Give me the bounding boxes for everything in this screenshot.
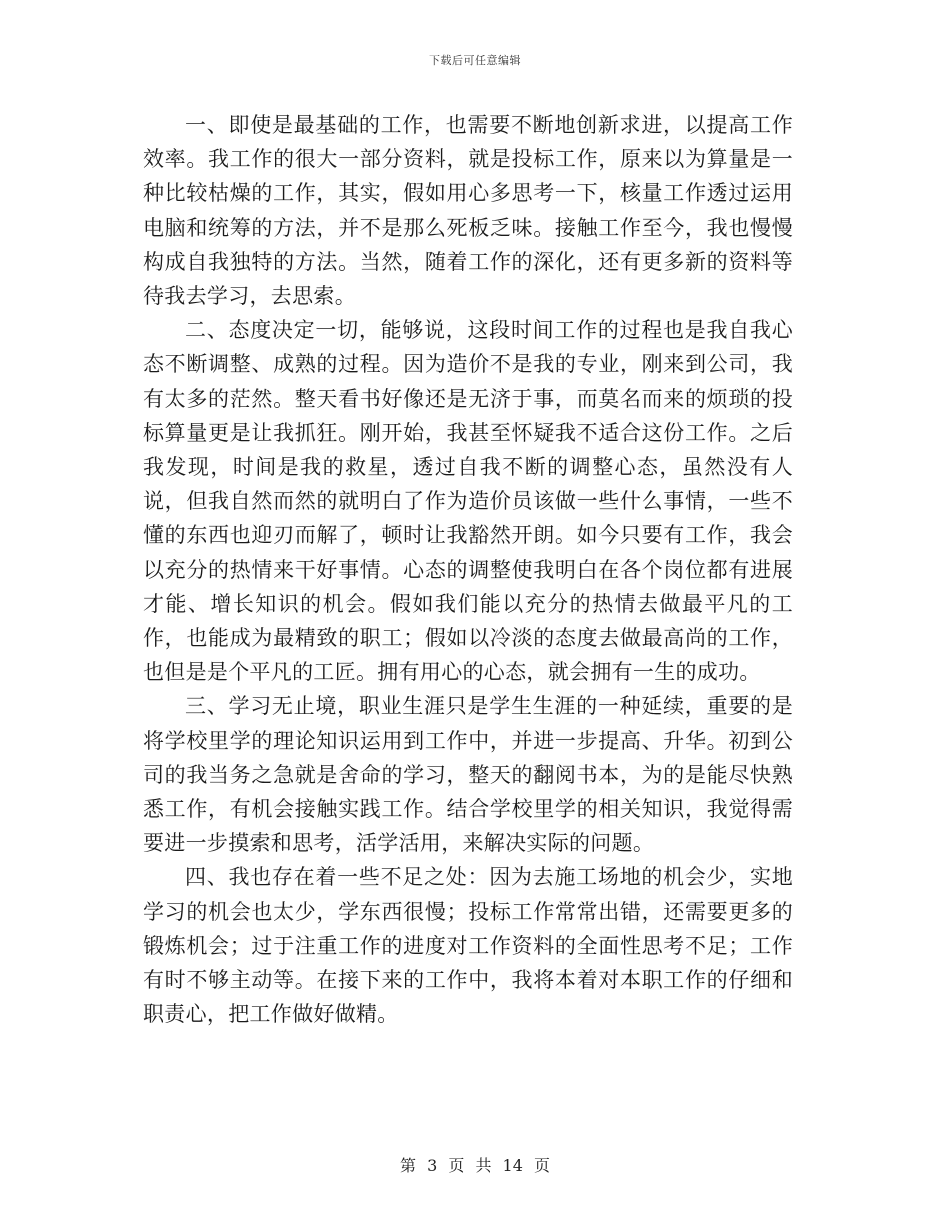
page-header: 下载后可任意编辑 bbox=[429, 54, 521, 67]
paragraph-4: 四、我也存在着一些不足之处：因为去施工场地的机会少，实地学习的机会也太少，学东西很慢；投标工作常常出错，还需要更多的锻炼机会；过于注重工作的进度对工作资料的全面性思考不足；工作有时不够主动等。在接下来的工作中，我将本着对本职工作的仔细和职责心，把工作做好做精。 bbox=[143, 865, 793, 1027]
page-number: 第 3 页 共 14 页 bbox=[400, 1156, 550, 1175]
document-body bbox=[143, 108, 793, 1031]
paragraph-2: 二、态度决定一切，能够说，这段时间工作的过程也是我自我心态不断调整、成熟的过程。因为造价不是我的专业，刚来到公司，我有太多的茫然。整天看书好像还是无济于事，而莫名而来的烦琐的投标算量更是让我抓狂。刚开始，我甚至怀疑我不适合这份工作。之后我发现，时间是我的救星，透过自我不断的调整心态，虽然没有人说，但我自然而然的就明白了作为造价员该做一些什么事情，一些不懂的东西也迎刃而解了，顿时让我豁然开朗。如今只要有工作，我会以充分的热情来干好事情。心态的调整使我明白在各个岗位都有进展才能、增长知识的机会。假如我们能以充分的热情去做最平凡的工作，也能成为最精致的职工；假如以冷淡的态度去做最高尚的工作，也但是是个平凡的工匠。拥有用心的心态，就会拥有一生的成功。 bbox=[143, 318, 793, 685]
paragraph-3: 三、学习无止境，职业生涯只是学生生涯的一种延续，重要的是将学校里学的理论知识运用到工作中，并进一步提高、升华。初到公司的我当务之急就是舍命的学习，整天的翻阅书本，为的是能尽快熟悉工作，有机会接触实践工作。结合学校里学的相关知识，我觉得需要进一步摸索和思考，活学活用，来解决实际的问题。 bbox=[143, 694, 793, 856]
paragraph-1: 一、即使是最基础的工作，也需要不断地创新求进，以提高工作效率。我工作的很大一部分资料，就是投标工作，原来以为算量是一种比较枯燥的工作，其实，假如用心多思考一下，核量工作透过运用电脑和统筹的方法，并不是那么死板乏味。接触工作至今，我也慢慢构成自我独特的方法。当然，随着工作的深化，还有更多新的资料等待我去学习，去思索。 bbox=[143, 113, 793, 309]
